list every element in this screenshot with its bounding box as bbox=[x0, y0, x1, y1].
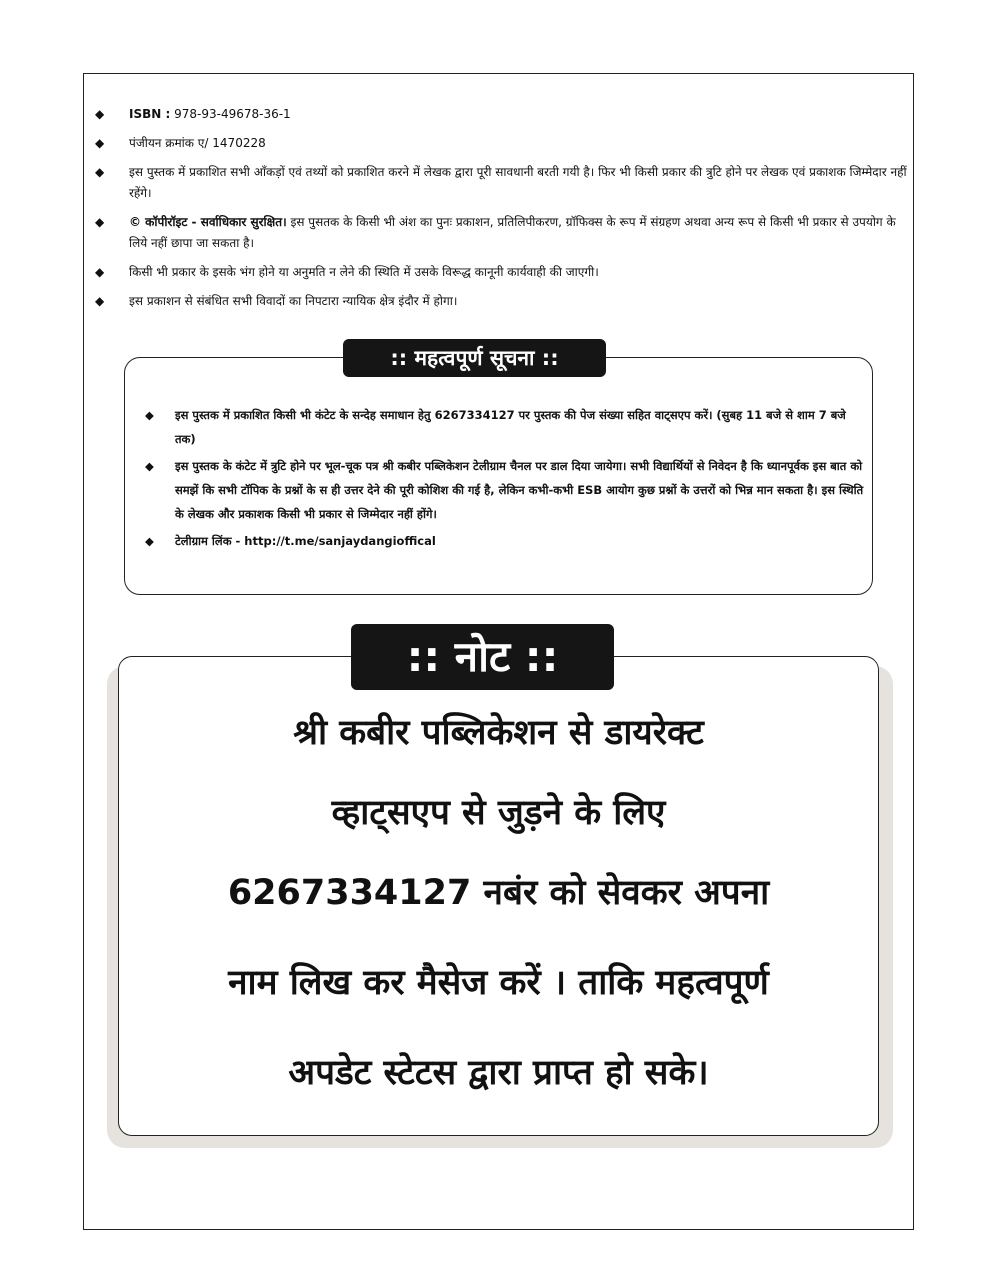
registration-item bbox=[95, 133, 917, 154]
jurisdiction-item bbox=[95, 291, 917, 312]
copyright-text: इस पुसतक के किसी भी अंश का पुनः प्रकाशन, प्रतिलिपीकरण, ग्रॉफिक्स के रूप में संग्रहण अथवा अन्य रूप से किसी भी प्रकार से उपयोग के लिये नहीं छापा जा सकता है। bbox=[129, 215, 896, 250]
note-line: अपडेट स्टेटस द्वारा प्राप्त हो सके। bbox=[288, 1053, 709, 1093]
copyright-label: © कॉपीरॉइट - सर्वाधिकार सुरक्षित। bbox=[129, 215, 287, 229]
important-notice-title: :: महत्वपूर्ण सूचना :: bbox=[343, 339, 606, 377]
isbn-item bbox=[95, 104, 917, 125]
diamond-bullet-icon: ◆ bbox=[95, 136, 105, 150]
diamond-bullet-icon: ◆ bbox=[145, 408, 154, 422]
registration-text: पंजीयन क्रमांक ए/ 1470228 bbox=[129, 136, 266, 150]
note-line: 6267334127 नबंर को सेवकर अपना bbox=[227, 873, 770, 913]
isbn-label: ISBN : bbox=[129, 107, 171, 121]
notice-item-errata bbox=[145, 454, 865, 526]
notice-item-whatsapp bbox=[145, 403, 865, 451]
diamond-bullet-icon: ◆ bbox=[95, 107, 105, 121]
notice-item-text: टेलीग्राम लिंक - http://t.me/sanjaydangioffical bbox=[175, 534, 436, 548]
notice-item-text: इस पुस्तक में प्रकाशित किसी भी कंटेट के सन्देह समाधान हेतु 6267334127 पर पुस्तक की पेज संख्या सहित वाट्सएप करें। (सुबह 11 बजे से शाम 7 बजे तक) bbox=[175, 408, 846, 446]
note-line: नाम लिख कर मैसेज करें । ताकि महत्वपूर्ण bbox=[228, 963, 769, 1003]
important-notice-list bbox=[145, 403, 865, 556]
note-line: श्री कबीर पब्लिकेशन से डायरेक्ट bbox=[293, 713, 704, 753]
diamond-bullet-icon: ◆ bbox=[95, 265, 105, 279]
legal-action-text: किसी भी प्रकार के इसके भंग होने या अनुमति न लेने की स्थिति में उसके विरूद्ध कानूनी कार्यवाही की जाएगी। bbox=[129, 265, 599, 279]
disclaimer-item bbox=[95, 162, 917, 204]
diamond-bullet-icon: ◆ bbox=[145, 459, 154, 473]
diamond-bullet-icon: ◆ bbox=[95, 294, 105, 308]
diamond-bullet-icon: ◆ bbox=[145, 534, 154, 548]
jurisdiction-text: इस प्रकाशन से संबंधित सभी विवादों का निपटारा न्यायिक क्षेत्र इंदौर में होगा। bbox=[129, 294, 458, 308]
isbn-value: 978-93-49678-36-1 bbox=[174, 107, 291, 121]
publication-info-list bbox=[95, 104, 917, 320]
disclaimer-text: इस पुस्तक में प्रकाशित सभी आँकड़ों एवं तथ्यों को प्रकाशित करने में लेखक द्वारा पूरी सावधानी बरती गयी है। फिर भी किसी प्रकार की त्रुटि होने पर लेखक एवं प्रकाशक जिम्मेदार नहीं रहेंगे। bbox=[129, 165, 907, 200]
note-title: :: नोट :: bbox=[351, 624, 614, 690]
diamond-bullet-icon: ◆ bbox=[95, 215, 105, 229]
note-line: व्हाट्सएप से जुड़ने के लिए bbox=[331, 793, 666, 833]
notice-item-text: इस पुस्तक के कंटेट में त्रुटि होने पर भूल-चूक पत्र श्री कबीर पब्लिकेशन टेलीग्राम चैनल पर डाल दिया जायेगा। सभी विद्यार्थियों से निवेदन है कि ध्यानपूर्वक इस बात को समझें कि सभी टॉपिक के प्रश्नों के स ही उत्तर देने की पूरी कोशिश की गई है, लेकिन कभी-कभी ESB आयोग कुछ प्रश्नों के उत्तरों को भिन्न मान सकता है। इस स्थिति के लेखक और प्रकाशक किसी भी प्रकार से जिम्मेदार नहीं होंगे। bbox=[175, 459, 864, 521]
copyright-item bbox=[95, 212, 917, 254]
legal-action-item bbox=[95, 262, 917, 283]
notice-item-telegram bbox=[145, 529, 865, 553]
diamond-bullet-icon: ◆ bbox=[95, 165, 105, 179]
